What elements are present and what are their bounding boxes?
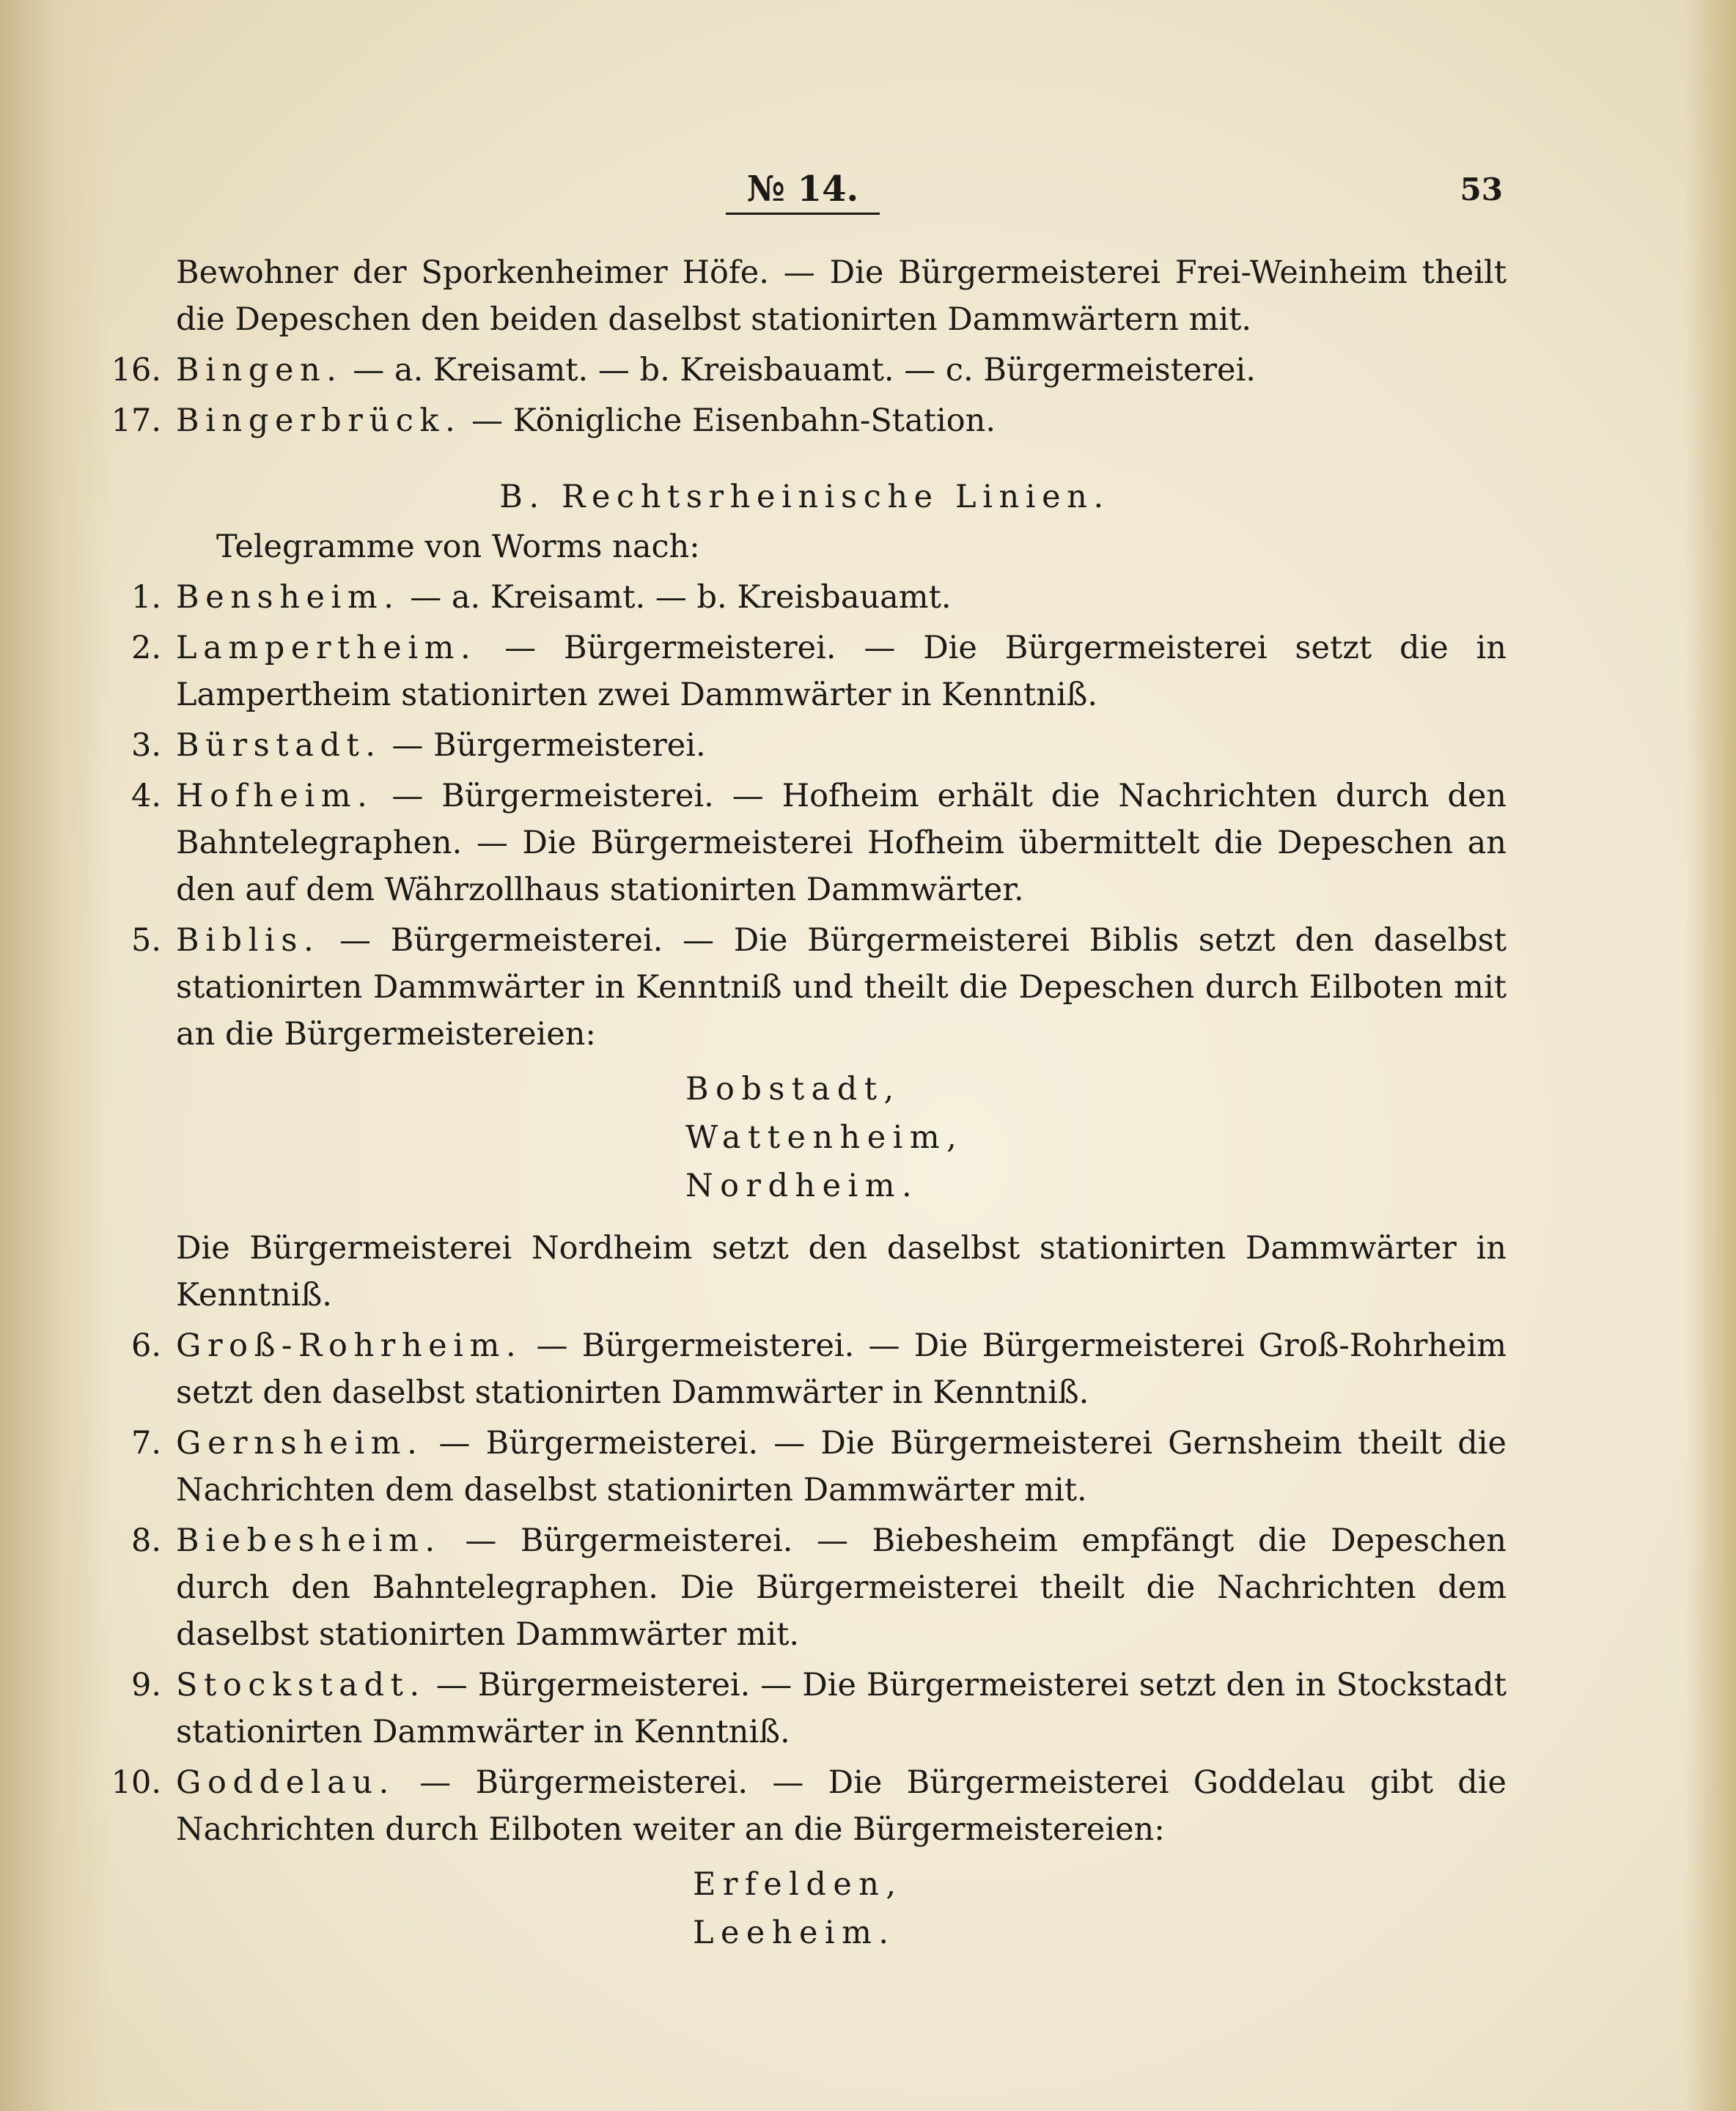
place-name: Bürstadt. <box>176 727 382 764</box>
intro-paragraph: Bewohner der Sporkenheimer Höfe. — Die Bürgermeisterei Frei-Weinheim theilt die Depeschen den beiden daselbst stationirten Dammwärtern mit. <box>176 254 1507 338</box>
issue-number: № 14. <box>746 169 859 210</box>
item-number: 16. <box>111 352 161 388</box>
item-number: 4. <box>130 778 161 814</box>
list-item <box>103 1322 1507 1416</box>
section-intro: Telegramme von Worms nach: <box>216 528 700 565</box>
place-name: Hofheim. <box>176 778 374 814</box>
item-number: 17. <box>111 402 161 439</box>
item-number: 8. <box>130 1522 161 1559</box>
page-shadow-left <box>0 0 110 2111</box>
place-name: Bingen. <box>176 352 343 388</box>
item-number: 6. <box>130 1327 161 1364</box>
item-number: 5. <box>130 922 161 959</box>
place-list <box>693 1860 1507 1957</box>
item-number: 9. <box>130 1667 161 1703</box>
item-text: — a. Kreisamt. — b. Kreisbauamt. <box>400 579 952 616</box>
item-text: — Bürgermeisterei. — Biebesheim empfängt die Depeschen durch den Bahntelegraphen. Die Bürgermeisterei theilt die Nachrichten dem daselbst stationirten Dammwärter mit. <box>176 1522 1507 1653</box>
item-number: 10. <box>111 1764 161 1801</box>
place-name: Stockstadt. <box>176 1667 426 1703</box>
list-item <box>103 347 1507 394</box>
item-number: 3. <box>130 727 161 764</box>
section-title: B. Rechtsrheinische Linien. <box>499 479 1110 515</box>
item-number: 7. <box>130 1425 161 1462</box>
place-name: Groß-Rohrheim. <box>176 1327 523 1364</box>
item-text: — Bürgermeisterei. — Die Bürgermeisterei Biblis setzt den daselbst stationirten Dammwärter in Kenntniß und theilt die Depeschen durch Eilboten mit an die Bürgermeistereien: <box>176 922 1507 1053</box>
place-name: Biebesheim. <box>176 1522 441 1559</box>
place-name: Goddelau. <box>176 1764 395 1801</box>
place-name: Bensheim. <box>176 579 400 616</box>
item-number: 2. <box>130 630 161 666</box>
place-entry: Nordheim. <box>685 1168 919 1204</box>
item-text: — Bürgermeisterei. — Die Bürgermeisterei setzt den in Stockstadt stationirten Dammwärter in Kenntniß. <box>176 1667 1507 1750</box>
item-text: — Königliche Eisenbahn-Station. <box>461 402 996 439</box>
list-item <box>103 917 1507 1058</box>
list-item <box>103 1517 1507 1658</box>
continuation-paragraph: Die Bürgermeisterei Nordheim setzt den daselbst stationirten Dammwärter in Kenntniß. <box>176 1230 1507 1314</box>
place-name: Gernsheim. <box>176 1425 424 1462</box>
list-item <box>103 1662 1507 1756</box>
place-name: Lampertheim. <box>176 630 477 666</box>
item-text: — Bürgermeisterei. — Die Bürgermeisterei Gernsheim theilt die Nachrichten dem daselbst stationirten Dammwärter mit. <box>176 1425 1507 1508</box>
list-item <box>103 773 1507 913</box>
place-name: Bingerbrück. <box>176 402 462 439</box>
item-text: — Bürgermeisterei. — Die Bürgermeisterei Groß-Rohrheim setzt den daselbst stationirten Dammwärter in Kenntniß. <box>176 1327 1507 1411</box>
item-text: — a. Kreisamt. — b. Kreisbauamt. — c. Bürgermeisterei. <box>342 352 1256 388</box>
item-text: — Bürgermeisterei. <box>381 727 706 764</box>
list-item <box>103 1759 1507 1853</box>
place-list <box>685 1065 1507 1210</box>
place-name: Biblis. <box>176 922 320 959</box>
page-number: 53 <box>1460 172 1503 207</box>
list-item <box>103 574 1507 621</box>
list-item <box>103 1420 1507 1514</box>
list-item <box>103 722 1507 769</box>
page-shadow-right <box>1685 0 1736 2111</box>
place-entry: Wattenheim, <box>685 1119 964 1156</box>
issue-underline <box>726 213 880 215</box>
list-item <box>103 625 1507 718</box>
item-text: — Bürgermeisterei. — Die Bürgermeisterei setzt die in Lampertheim stationirten zwei Dammwärter in Kenntniß. <box>176 630 1507 713</box>
item-number: 1. <box>130 579 161 616</box>
page-header <box>0 169 1736 220</box>
item-text: — Bürgermeisterei. — Hofheim erhält die Nachrichten durch den Bahntelegraphen. — Die Bürgermeisterei Hofheim übermittelt die Depeschen an den auf dem Währzollhaus stationirten Dammwärter. <box>176 778 1507 908</box>
place-entry: Erfelden, <box>693 1866 903 1903</box>
place-entry: Leeheim. <box>693 1915 896 1951</box>
item-text: — Bürgermeisterei. — Die Bürgermeisterei Goddelau gibt die Nachrichten durch Eilboten weiter an die Bürgermeistereien: <box>176 1764 1507 1848</box>
list-item <box>103 397 1507 444</box>
place-entry: Bobstadt, <box>685 1071 901 1108</box>
page-body <box>103 249 1507 1957</box>
